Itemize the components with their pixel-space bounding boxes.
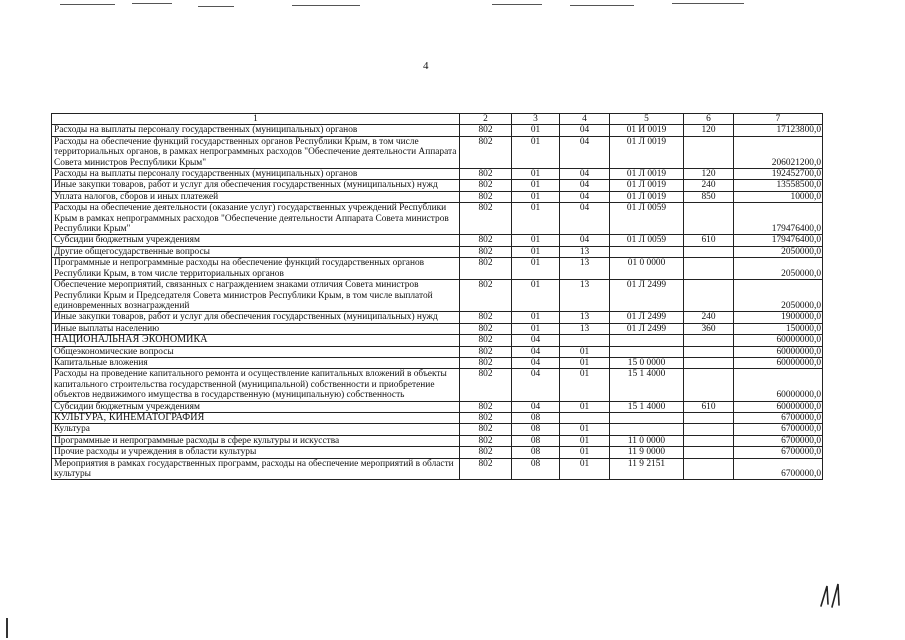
- code-target: 01 Л 0019: [610, 191, 684, 202]
- code-expense-type: [684, 346, 734, 357]
- code-target: [610, 346, 684, 357]
- scan-artifact: [570, 5, 634, 6]
- code-section: 04: [512, 346, 560, 357]
- table-row: [52, 169, 823, 180]
- column-header: 6: [684, 114, 734, 125]
- scan-artifact: [492, 4, 542, 5]
- code-section: 08: [512, 412, 560, 423]
- column-header: 5: [610, 114, 684, 125]
- item-amount: 60000000,0: [734, 369, 823, 401]
- code-target: 01 Л 0019: [610, 180, 684, 191]
- code-target: 11 9 2151: [610, 458, 684, 480]
- code-ministry: 802: [460, 125, 512, 136]
- item-amount: 206021200,0: [734, 136, 823, 168]
- code-expense-type: [684, 424, 734, 435]
- table-body: [52, 114, 823, 480]
- code-target: 15 1 4000: [610, 369, 684, 401]
- item-amount: 6700000,0: [734, 458, 823, 480]
- table-row: [52, 424, 823, 435]
- table-row: [52, 191, 823, 202]
- code-section: 04: [512, 369, 560, 401]
- table-row: [52, 235, 823, 246]
- item-amount: 60000000,0: [734, 335, 823, 346]
- item-amount: 1900000,0: [734, 312, 823, 323]
- code-subsection: 13: [560, 312, 610, 323]
- table-row: [52, 412, 823, 423]
- code-expense-type: 240: [684, 180, 734, 191]
- item-name: НАЦИОНАЛЬНАЯ ЭКОНОМИКА: [52, 335, 460, 346]
- item-amount: 60000000,0: [734, 357, 823, 368]
- column-header: 2: [460, 114, 512, 125]
- code-section: 01: [512, 323, 560, 334]
- table-row: [52, 180, 823, 191]
- code-expense-type: [684, 435, 734, 446]
- table-row: [52, 323, 823, 334]
- item-name: Расходы на обеспечение функций государственных органов Республики Крым, в том числе территориальных органов, в рамках непрограммных расходов "Обеспечение деятельности Аппарата Совета министров Республики Крым": [52, 136, 460, 168]
- table-row: [52, 258, 823, 280]
- column-header: 4: [560, 114, 610, 125]
- code-subsection: 04: [560, 180, 610, 191]
- code-section: 01: [512, 203, 560, 235]
- code-target: 01 Л 0059: [610, 203, 684, 235]
- code-target: 01 0 0000: [610, 258, 684, 280]
- code-target: 11 9 0000: [610, 447, 684, 458]
- item-amount: 17123800,0: [734, 125, 823, 136]
- code-expense-type: [684, 203, 734, 235]
- code-subsection: 01: [560, 346, 610, 357]
- code-expense-type: [684, 369, 734, 401]
- item-name: Общеэкономические вопросы: [52, 346, 460, 357]
- item-amount: 60000000,0: [734, 346, 823, 357]
- code-subsection: 04: [560, 169, 610, 180]
- code-ministry: 802: [460, 369, 512, 401]
- code-section: 08: [512, 447, 560, 458]
- code-subsection: 01: [560, 447, 610, 458]
- item-name: Прочие расходы и учреждения в области культуры: [52, 447, 460, 458]
- code-target: 15 0 0000: [610, 357, 684, 368]
- item-name: Другие общегосударственные вопросы: [52, 246, 460, 257]
- code-target: [610, 246, 684, 257]
- column-header: 7: [734, 114, 823, 125]
- code-ministry: 802: [460, 246, 512, 257]
- item-name: Расходы на выплаты персоналу государственных (муниципальных) органов: [52, 125, 460, 136]
- item-name: Иные закупки товаров, работ и услуг для обеспечения государственных (муниципальных) нужд: [52, 180, 460, 191]
- code-ministry: 802: [460, 312, 512, 323]
- code-section: 01: [512, 246, 560, 257]
- column-header: 1: [52, 114, 460, 125]
- table-row: [52, 203, 823, 235]
- item-amount: 6700000,0: [734, 435, 823, 446]
- column-header: 3: [512, 114, 560, 125]
- code-ministry: 802: [460, 346, 512, 357]
- item-amount: 6700000,0: [734, 424, 823, 435]
- code-subsection: 01: [560, 424, 610, 435]
- item-name: Программные и непрограммные расходы в сфере культуры и искусства: [52, 435, 460, 446]
- code-ministry: 802: [460, 169, 512, 180]
- code-ministry: 802: [460, 323, 512, 334]
- code-ministry: 802: [460, 235, 512, 246]
- item-name: Иные закупки товаров, работ и услуг для обеспечения государственных (муниципальных) нужд: [52, 312, 460, 323]
- table-row: [52, 335, 823, 346]
- table-row: [52, 125, 823, 136]
- code-expense-type: [684, 136, 734, 168]
- code-target: 01 Л 2499: [610, 280, 684, 312]
- code-subsection: 01: [560, 458, 610, 480]
- item-amount: 2050000,0: [734, 258, 823, 280]
- code-target: 01 Л 2499: [610, 323, 684, 334]
- code-section: 08: [512, 435, 560, 446]
- code-ministry: 802: [460, 447, 512, 458]
- scan-artifact: [60, 4, 115, 5]
- code-target: 01 И 0019: [610, 125, 684, 136]
- item-name: Мероприятия в рамках государственных программ, расходы на обеспечение мероприятий в области культуры: [52, 458, 460, 480]
- table-row: [52, 369, 823, 401]
- code-ministry: 802: [460, 280, 512, 312]
- code-ministry: 802: [460, 458, 512, 480]
- item-name: Субсидии бюджетным учреждениям: [52, 401, 460, 412]
- code-section: 04: [512, 401, 560, 412]
- item-amount: 6700000,0: [734, 447, 823, 458]
- table-header-row: [52, 114, 823, 125]
- item-name: КУЛЬТУРА, КИНЕМАТОГРАФИЯ: [52, 412, 460, 423]
- code-subsection: [560, 412, 610, 423]
- table-row: [52, 280, 823, 312]
- code-subsection: 01: [560, 401, 610, 412]
- code-expense-type: 360: [684, 323, 734, 334]
- code-expense-type: [684, 335, 734, 346]
- code-subsection: 13: [560, 246, 610, 257]
- code-ministry: 802: [460, 401, 512, 412]
- item-name: Программные и непрограммные расходы на обеспечение функций государственных органов Республики Крым, в том числе территориальных органов: [52, 258, 460, 280]
- item-amount: 179476400,0: [734, 235, 823, 246]
- code-expense-type: 610: [684, 235, 734, 246]
- code-subsection: 04: [560, 125, 610, 136]
- code-section: 01: [512, 312, 560, 323]
- code-section: 04: [512, 335, 560, 346]
- item-name: Капитальные вложения: [52, 357, 460, 368]
- item-amount: 10000,0: [734, 191, 823, 202]
- code-subsection: 04: [560, 136, 610, 168]
- code-target: 01 Л 0019: [610, 169, 684, 180]
- code-ministry: 802: [460, 412, 512, 423]
- item-amount: 2050000,0: [734, 246, 823, 257]
- table-row: [52, 401, 823, 412]
- table-row: [52, 435, 823, 446]
- code-subsection: 01: [560, 357, 610, 368]
- code-target: 01 Л 2499: [610, 312, 684, 323]
- code-expense-type: 850: [684, 191, 734, 202]
- code-target: [610, 335, 684, 346]
- code-section: 01: [512, 235, 560, 246]
- code-subsection: 01: [560, 369, 610, 401]
- scan-artifact: [198, 6, 234, 7]
- code-expense-type: [684, 280, 734, 312]
- code-section: 01: [512, 169, 560, 180]
- code-ministry: 802: [460, 357, 512, 368]
- item-name: Субсидии бюджетным учреждениям: [52, 235, 460, 246]
- code-expense-type: 240: [684, 312, 734, 323]
- code-section: 08: [512, 458, 560, 480]
- table-row: [52, 357, 823, 368]
- code-expense-type: [684, 447, 734, 458]
- code-ministry: 802: [460, 136, 512, 168]
- margin-mark: [6, 618, 8, 638]
- code-expense-type: [684, 357, 734, 368]
- code-ministry: 802: [460, 191, 512, 202]
- table-row: [52, 136, 823, 168]
- code-section: 01: [512, 125, 560, 136]
- code-expense-type: [684, 458, 734, 480]
- code-subsection: 01: [560, 435, 610, 446]
- code-section: 04: [512, 357, 560, 368]
- code-subsection: 04: [560, 191, 610, 202]
- code-subsection: 04: [560, 203, 610, 235]
- code-target: [610, 424, 684, 435]
- code-expense-type: [684, 412, 734, 423]
- code-subsection: 13: [560, 258, 610, 280]
- code-target: 01 Л 0059: [610, 235, 684, 246]
- item-name: Обеспечение мероприятий, связанных с награждением знаками отличия Совета министров Республики Крым и Председателя Совета министров Республики Крым, в том числе выплатой единовременных вознаграждений: [52, 280, 460, 312]
- code-section: 01: [512, 258, 560, 280]
- item-name: Расходы на обеспечение деятельности (оказание услуг) государственных учреждений Республики Крым в рамках непрограммных расходов "Обеспечение деятельности Аппарата Совета министров Республики Крым": [52, 203, 460, 235]
- table-row: [52, 246, 823, 257]
- budget-table: [51, 113, 823, 480]
- code-expense-type: 610: [684, 401, 734, 412]
- item-amount: 13558500,0: [734, 180, 823, 191]
- item-name: Иные выплаты населению: [52, 323, 460, 334]
- code-expense-type: [684, 258, 734, 280]
- code-target: 11 0 0000: [610, 435, 684, 446]
- code-section: 01: [512, 180, 560, 191]
- item-amount: 6700000,0: [734, 412, 823, 423]
- code-ministry: 802: [460, 203, 512, 235]
- table-row: [52, 447, 823, 458]
- code-ministry: 802: [460, 258, 512, 280]
- code-section: 01: [512, 191, 560, 202]
- code-ministry: 802: [460, 180, 512, 191]
- code-section: 01: [512, 136, 560, 168]
- table-row: [52, 312, 823, 323]
- item-amount: 192452700,0: [734, 169, 823, 180]
- code-subsection: 04: [560, 235, 610, 246]
- scan-artifact: [672, 3, 744, 4]
- item-name: Расходы на проведение капитального ремонта и осуществление капитальных вложений в объекты капитального строительства государственной (муниципальной) собственности и приобретение объектов недвижимого имущества в государственную (муниципальную) собственность: [52, 369, 460, 401]
- code-expense-type: [684, 246, 734, 257]
- code-subsection: 13: [560, 323, 610, 334]
- code-target: 15 1 4000: [610, 401, 684, 412]
- table-row: [52, 346, 823, 357]
- item-amount: 60000000,0: [734, 401, 823, 412]
- table-row: [52, 458, 823, 480]
- code-subsection: [560, 335, 610, 346]
- code-target: 01 Л 0019: [610, 136, 684, 168]
- item-amount: 179476400,0: [734, 203, 823, 235]
- item-amount: 150000,0: [734, 323, 823, 334]
- code-section: 01: [512, 280, 560, 312]
- item-name: Культура: [52, 424, 460, 435]
- scan-artifact: [292, 5, 360, 6]
- code-expense-type: 120: [684, 125, 734, 136]
- code-ministry: 802: [460, 424, 512, 435]
- scan-artifact: [132, 3, 172, 4]
- code-subsection: 13: [560, 280, 610, 312]
- code-ministry: 802: [460, 435, 512, 446]
- item-name: Уплата налогов, сборов и иных платежей: [52, 191, 460, 202]
- code-ministry: 802: [460, 335, 512, 346]
- code-section: 08: [512, 424, 560, 435]
- signature-mark: [818, 580, 848, 610]
- item-amount: 2050000,0: [734, 280, 823, 312]
- item-name: Расходы на выплаты персоналу государственных (муниципальных) органов: [52, 169, 460, 180]
- code-expense-type: 120: [684, 169, 734, 180]
- code-target: [610, 412, 684, 423]
- page-number: 4: [423, 60, 429, 72]
